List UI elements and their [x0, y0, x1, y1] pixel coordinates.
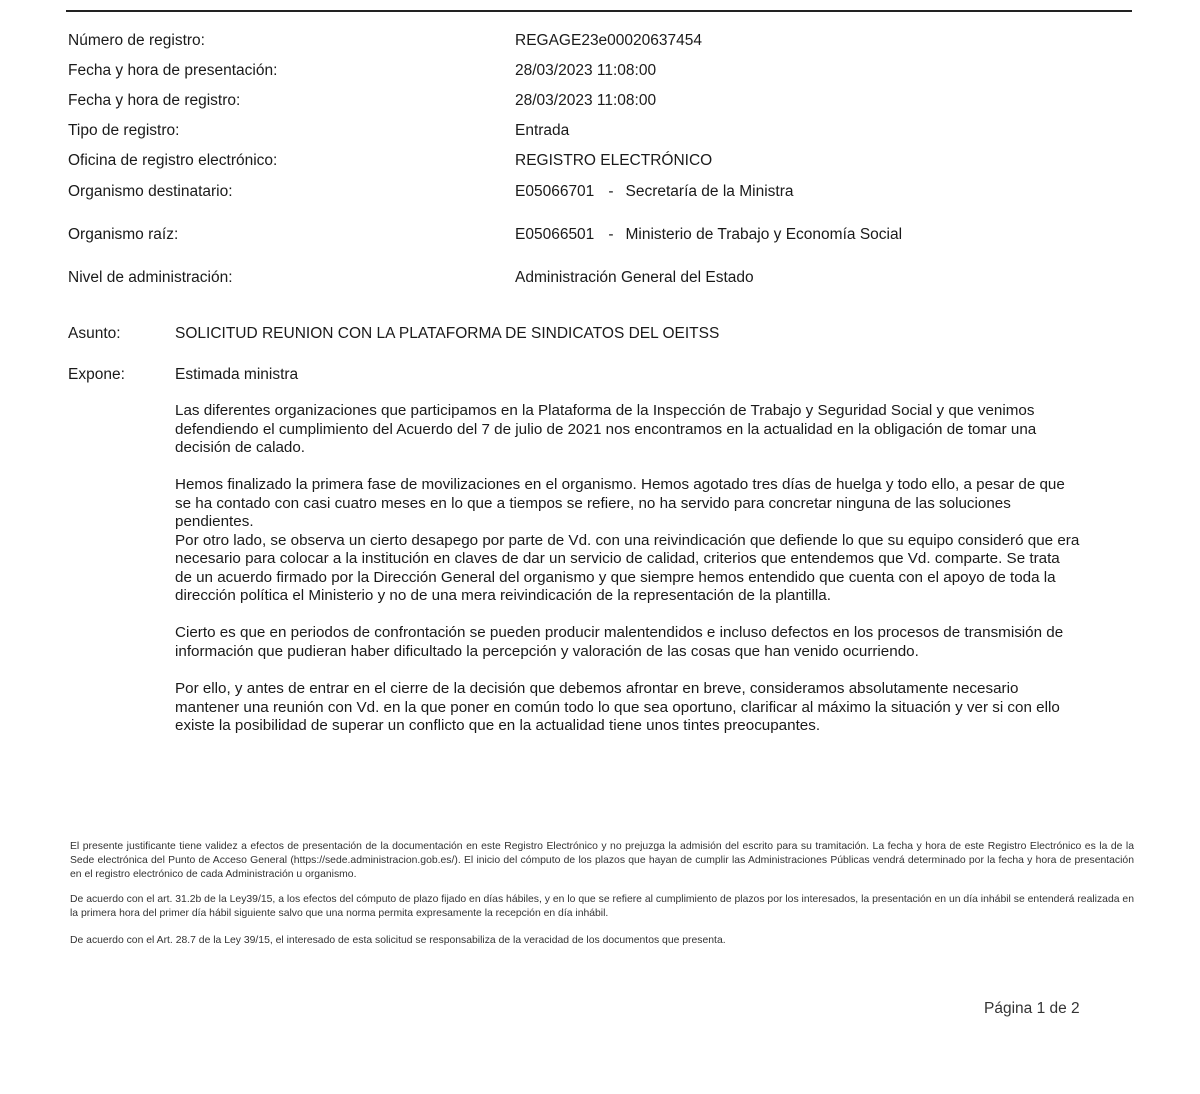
expone-greeting: Estimada ministra [175, 366, 299, 383]
paragraph-line: Las diferentes organizaciones que participamos en la Plataforma de la Inspección de Trabajo y Seguridad Social y que venimos [175, 402, 1035, 419]
paragraph-line: se ha contado con casi cuatro meses en lo que a tiempos se refiere, no ha servido para concretar ninguna de las soluciones [175, 494, 1011, 512]
registration-datetime-label: Fecha y hora de registro: [68, 92, 241, 109]
recipient-body-separator: - [608, 183, 614, 200]
paragraph-line: decisión de calado. [175, 439, 306, 456]
recipient-body-code: E05066701 [515, 183, 595, 200]
paragraph-line: dirección política el Ministerio y no de una mera reivindicación de la representación de la plantilla. [175, 587, 831, 604]
paragraph-line: Cierto es que en periodos de confrontación se pueden producir malentendidos e incluso defectos en los procesos de transmisión de [175, 624, 1064, 641]
root-body-code: E05066501 [515, 226, 595, 243]
paragraph-line: defendiendo el cumplimiento del Acuerdo del 7 de julio de 2021 nos encontramos en la actualidad en la obligación de tomar una [175, 420, 1037, 438]
subject-value: SOLICITUD REUNION CON LA PLATAFORMA DE SINDICATOS DEL OEITSS [175, 325, 720, 342]
root-body-separator: - [608, 226, 614, 243]
registration-number-value: REGAGE23e00020637454 [515, 32, 703, 49]
paragraph-line: Por otro lado, se observa un cierto desapego por parte de Vd. con una reivindicación que defiende lo que su equipo consideró que era [175, 531, 1080, 549]
top-rule [66, 10, 1132, 12]
paragraph-line: Hemos finalizado la primera fase de movilizaciones en el organismo. Hemos agotado tres días de huelga y todo ello, a pesar de que [175, 476, 1065, 493]
root-body-label: Organismo raíz: [68, 226, 179, 243]
recipient-body-name: Secretaría de la Ministra [625, 183, 794, 200]
root-body-name: Ministerio de Trabajo y Economía Social [625, 226, 903, 243]
paragraph-line: información que pudieran haber dificultado la percepción y valoración de las cosas que han venido ocurriendo. [175, 642, 919, 660]
expone-paragraph-3 [175, 624, 1115, 661]
administration-level-label: Nivel de administración: [68, 269, 233, 286]
subject-label: Asunto: [68, 325, 121, 342]
paragraph-line: de un acuerdo firmado por la Dirección General del organismo y que siempre hemos entendido que cuenta con el apoyo de toda la [175, 568, 1056, 586]
expone-label: Expone: [68, 366, 125, 383]
recipient-body-value [515, 182, 793, 201]
administration-level-value: Administración General del Estado [515, 269, 754, 286]
page-number: Página 1 de 2 [984, 1000, 1080, 1017]
registration-datetime-value: 28/03/2023 11:08:00 [515, 92, 657, 109]
legal-note-deadlines: De acuerdo con el art. 31.2b de la Ley39/15, a los efectos del cómputo de plazo fijado en días hábiles, y en lo que se refiere al cumplimiento de plazos por los interesados, la presentación en un día inhábil se entenderá realizada en la primera hora del primer día hábil siguiente salvo que una norma permita expresamente la recepción en día inhábil. [70, 894, 1134, 919]
registry-office-label: Oficina de registro electrónico: [68, 152, 278, 169]
expone-paragraph-2 [175, 476, 1115, 606]
root-body-value [515, 225, 902, 244]
legal-note-validity: El presente justificante tiene validez a efectos de presentación de la documentación en este Registro Electrónico y no prejuzga la admisión del escrito para su tramitación. La fecha y hora de este Registro Electrónico es la de la Sede electrónica del Punto de Acceso General (https://sede.administracion.gob.es/). El inicio del cómputo de los plazos que hayan de cumplir las Administraciones Públicas vendrá determinado por la fecha y hora de presentación en el registro electrónico de cada Administración u organismo. [70, 841, 1134, 880]
paragraph-line: Por ello, y antes de entrar en el cierre de la decisión que debemos afrontar en breve, consideramos absolutamente necesario [175, 680, 1019, 697]
registration-type-value: Entrada [515, 122, 570, 139]
recipient-body-label: Organismo destinatario: [68, 183, 233, 200]
expone-paragraph-1 [175, 402, 1115, 458]
registry-office-value: REGISTRO ELECTRÓNICO [515, 152, 713, 169]
registration-number-label: Número de registro: [68, 32, 205, 49]
expone-paragraph-4 [175, 680, 1115, 736]
paragraph-line: pendientes. [175, 513, 254, 530]
paragraph-line: mantener una reunión con Vd. en la que poner en común todo lo que sea oportuno, clarificar al máximo la situación y ver si con ello [175, 698, 1060, 716]
submission-datetime-label: Fecha y hora de presentación: [68, 62, 278, 79]
submission-datetime-value: 28/03/2023 11:08:00 [515, 62, 657, 79]
registration-type-label: Tipo de registro: [68, 122, 180, 139]
paragraph-line: existe la posibilidad de superar un conflicto que en la actualidad tiene unos tintes preocupantes. [175, 717, 821, 734]
paragraph-line: necesario para colocar a la institución en claves de dar un servicio de calidad, criterios que entendemos que Vd. comparte. Se trata [175, 550, 1060, 567]
legal-note-responsibility: De acuerdo con el Art. 28.7 de la Ley 39/15, el interesado de esta solicitud se responsabiliza de la veracidad de los documentos que presenta. [70, 935, 726, 946]
